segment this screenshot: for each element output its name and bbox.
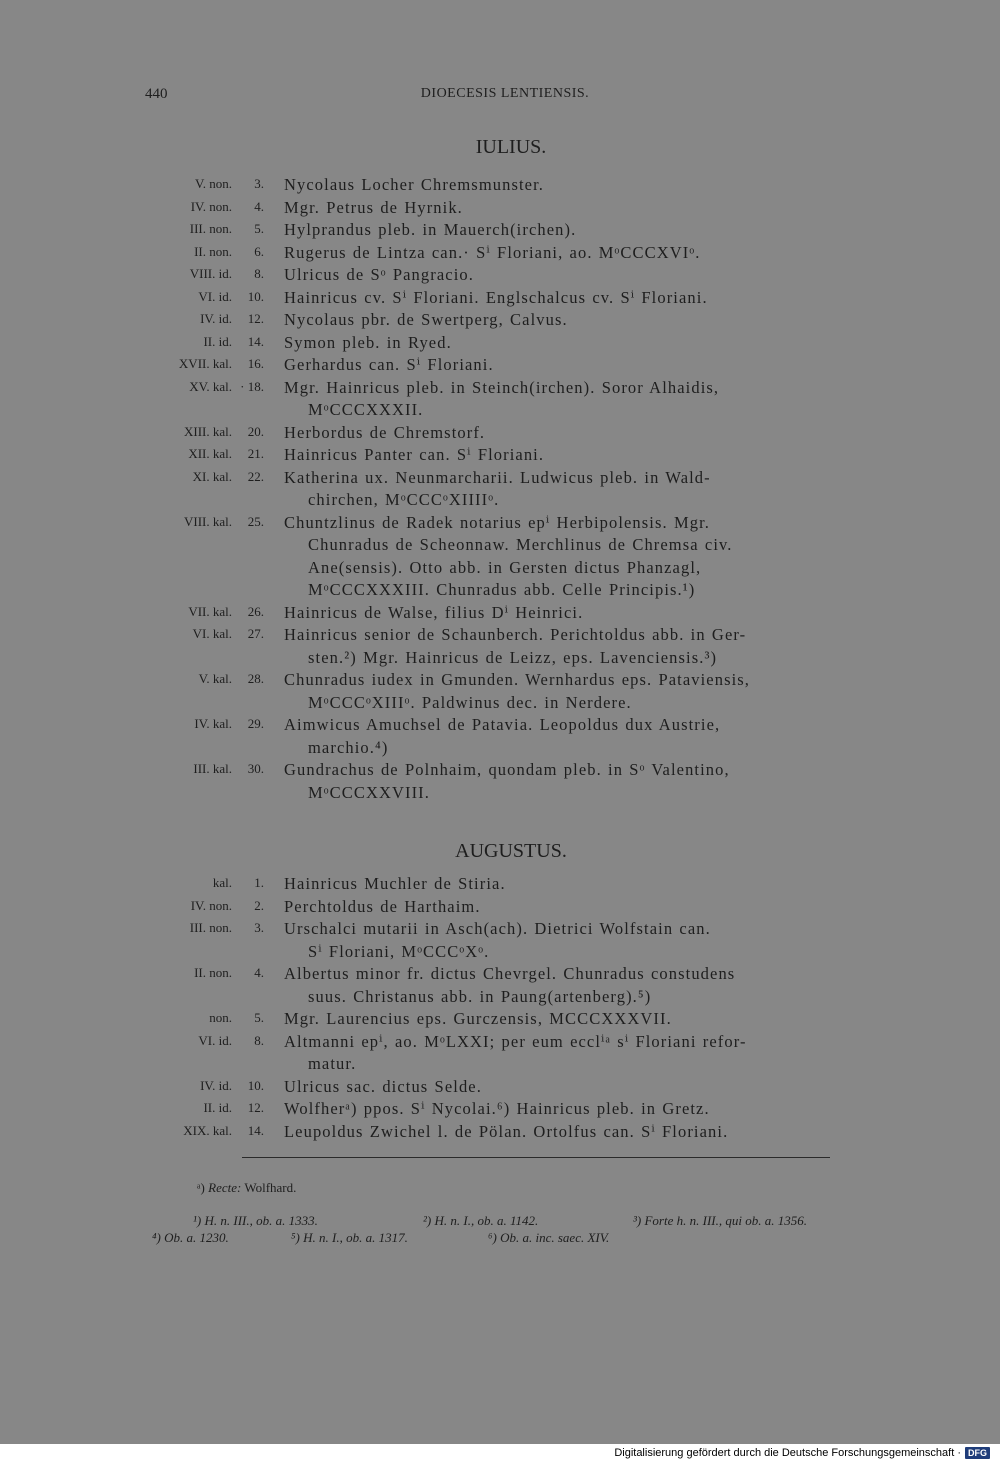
- entry-date: II. id.: [203, 333, 232, 349]
- entry-day: 16.: [247, 356, 264, 371]
- entry-text: [284, 1008, 876, 1031]
- entry-day: 10.: [247, 288, 264, 304]
- entry-date: non.: [209, 1010, 232, 1025]
- footnote-1: ¹) H. n. III., ob. a. 1333.: [193, 1213, 318, 1228]
- entry-line: Nycolaus Locher Chremsmunster.: [284, 175, 544, 194]
- entry-line: Mgr. Laurencius eps. Gurczensis, MCCCXXXVII.: [284, 1009, 672, 1028]
- entry-line: Hainricus Muchler de Stiria.: [284, 874, 506, 893]
- entry-day: 2.: [254, 897, 264, 913]
- entry-line: Urschalci mutarii in Asch(ach). Dietrici Wolfstain can.: [284, 919, 711, 938]
- entry-date: IV. non.: [190, 198, 232, 214]
- entry-day: 22.: [247, 468, 264, 484]
- entry-date: VI. id.: [198, 288, 232, 304]
- entry-text: [284, 963, 876, 1008]
- entry-line: Gerhardus can. Sⁱ Floriani.: [284, 355, 494, 374]
- running-title: DIOECESIS LENTIENSIS.: [420, 86, 590, 101]
- section-title: AUGUSTUS.: [455, 840, 567, 862]
- entry-date: VIII. kal.: [183, 513, 232, 529]
- footnote-a-mark: ᵃ): [197, 1180, 205, 1195]
- entry-date: XII. kal.: [188, 446, 232, 461]
- entry-day: 26.: [247, 603, 264, 619]
- entry-text: [284, 624, 876, 669]
- entry-text: [284, 377, 876, 422]
- entry-day: 3.: [254, 176, 264, 191]
- entry-line: Herbordus de Chremstorf.: [284, 422, 486, 442]
- entry-date: IV. id.: [200, 1077, 232, 1093]
- entry-line: Leupoldus Zwichel l. de Pölan. Ortolfus can. Sⁱ Floriani.: [284, 1121, 729, 1141]
- entry-date: II. id.: [203, 1100, 232, 1115]
- entry-line: Gundrachus de Polnhaim, quondam pleb. in Sᵒ Valentino,: [284, 760, 730, 779]
- entry-line: Katherina ux. Neunmarcharii. Ludwicus pleb. in Wald-: [284, 467, 711, 487]
- entry-text: [284, 1121, 876, 1144]
- entry-text: [284, 873, 876, 896]
- entry-date: XVII. kal.: [178, 356, 232, 371]
- entry-text: [284, 422, 876, 445]
- entry-text: [284, 1098, 876, 1121]
- footnote-5: ⁵) H. n. I., ob. a. 1317.: [291, 1230, 408, 1245]
- entry-date: VI. id.: [198, 1032, 232, 1048]
- entry-line: Nycolaus pbr. de Swertperg, Calvus.: [284, 310, 568, 329]
- entry-text: [284, 354, 876, 377]
- entry-text: [284, 512, 876, 602]
- page-number: 440: [145, 86, 168, 102]
- entry-day: 21.: [247, 446, 264, 461]
- digitization-footer: [614, 1447, 990, 1459]
- entry-line: Mgr. Hainricus pleb. in Steinch(irchen). Soror Alhaidis,: [284, 377, 720, 397]
- entry-continuation-line: marchio.⁴): [308, 737, 389, 757]
- entry-continuation-line: MᵒCCCᵒXIIIᵒ. Paldwinus dec. in Nerdere.: [308, 692, 632, 712]
- entry-line: Chuntzlinus de Radek notarius epⁱ Herbipolensis. Mgr.: [284, 512, 710, 532]
- entry-day: 30.: [247, 761, 264, 776]
- entry-text: [284, 1031, 876, 1076]
- entry-text: [284, 669, 876, 714]
- footer-text: Digitalisierung gefördert durch die Deutsche Forschungsgemeinschaft ·: [614, 1447, 961, 1459]
- entry-date: II. non.: [194, 243, 232, 259]
- entry-continuation-line: MᵒCCCXXVIII.: [308, 782, 430, 802]
- entry-text: [284, 332, 876, 355]
- entry-text: [284, 444, 876, 467]
- entry-day: 5.: [254, 1010, 264, 1025]
- entry-day: 3.: [254, 920, 264, 935]
- footnote-3: ³) Forte h. n. III., qui ob. a. 1356.: [633, 1213, 807, 1228]
- entry-line: Mgr. Petrus de Hyrnik.: [284, 197, 463, 217]
- entry-continuation-line: MᵒCCCXXXII.: [308, 400, 424, 419]
- entry-date: VIII. id.: [189, 266, 232, 281]
- entry-text: [284, 896, 876, 919]
- footnote-a-label: Recte:: [208, 1180, 242, 1195]
- entry-line: Albertus minor fr. dictus Chevrgel. Chunradus constudens: [284, 964, 736, 983]
- footnote-a-text: Wolfhard.: [244, 1180, 297, 1195]
- entry-date: II. non.: [194, 965, 232, 980]
- entry-line: Hainricus cv. Sⁱ Floriani. Englschalcus cv. Sⁱ Floriani.: [284, 287, 708, 307]
- entry-date: III. kal.: [193, 761, 232, 776]
- entry-date: III. non.: [189, 920, 232, 935]
- entry-date: III. non.: [189, 221, 232, 236]
- entry-continuation-line: chirchen, MᵒCCCᵒXIIIIᵒ.: [308, 490, 500, 509]
- entry-day: 8.: [254, 266, 264, 281]
- entry-continuation-line: sten.²) Mgr. Hainricus de Leizz, eps. Lavenciensis.³): [308, 647, 718, 667]
- entry-date: V. kal.: [198, 671, 232, 686]
- entry-date: VII. kal.: [188, 603, 232, 619]
- entry-continuation-line: Sⁱ Floriani, MᵒCCCᵒXᵒ.: [308, 941, 490, 961]
- entry-day: 1.: [254, 875, 264, 890]
- entry-date: IV. non.: [190, 897, 232, 913]
- entry-line: Perchtoldus de Harthaim.: [284, 896, 481, 916]
- footnote-2: ²) H. n. I., ob. a. 1142.: [423, 1213, 539, 1228]
- entry-continuation-line: Ane(sensis). Otto abb. in Gersten dictus Phanzagl,: [308, 557, 702, 577]
- entry-date: XI. kal.: [192, 468, 232, 484]
- entry-day: · 18.: [240, 378, 264, 394]
- entry-date: IV. id.: [200, 311, 232, 326]
- entry-line: Wolfherᵃ) ppos. Sⁱ Nycolai.⁶) Hainricus pleb. in Gretz.: [284, 1099, 710, 1118]
- entry-day: 28.: [247, 671, 264, 686]
- entry-date: XIII. kal.: [183, 423, 232, 439]
- footnote-a: [197, 1180, 296, 1196]
- entry-day: 12.: [247, 311, 264, 326]
- footnote-rule: [242, 1157, 830, 1158]
- entry-text: [284, 287, 876, 310]
- entry-day: 4.: [254, 965, 264, 980]
- entry-continuation-line: suus. Christanus abb. in Paung(artenberg).⁵): [308, 986, 652, 1006]
- entry-date: VI. kal.: [192, 626, 232, 641]
- entry-day: 25.: [247, 513, 264, 529]
- entry-continuation-line: matur.: [308, 1054, 357, 1073]
- entry-day: 6.: [254, 243, 264, 259]
- entry-day: 5.: [254, 221, 264, 236]
- section-title: IULIUS.: [475, 136, 547, 158]
- entry-day: 14.: [247, 333, 264, 349]
- entry-text: [284, 467, 876, 512]
- entry-text: [284, 1076, 876, 1099]
- entry-day: 20.: [247, 423, 264, 439]
- entry-text: [284, 264, 876, 287]
- entry-text: [284, 759, 876, 804]
- entry-day: 14.: [247, 1122, 264, 1138]
- entry-line: Aimwicus Amuchsel de Patavia. Leopoldus dux Austrie,: [284, 715, 721, 734]
- entry-line: Ulricus sac. dictus Selde.: [284, 1076, 482, 1096]
- entry-date: XIX. kal.: [183, 1122, 232, 1138]
- entry-date: kal.: [212, 875, 232, 890]
- entry-date: IV. kal.: [194, 716, 232, 731]
- footnote-4: ⁴) Ob. a. 1230.: [152, 1230, 229, 1245]
- entry-line: Altmanni epⁱ, ao. MᵒLXXI; per eum ecclⁱᵃ sⁱ Floriani refor-: [284, 1031, 747, 1051]
- entry-text: [284, 174, 876, 197]
- entry-line: Hylprandus pleb. in Mauerch(irchen).: [284, 220, 577, 239]
- entry-line: Ulricus de Sᵒ Pangracio.: [284, 265, 474, 284]
- entry-continuation-line: MᵒCCCXXXIII. Chunradus abb. Celle Principis.¹): [308, 580, 696, 599]
- entry-day: 10.: [247, 1077, 264, 1093]
- entry-line: Hainricus senior de Schaunberch. Perichtoldus abb. in Ger-: [284, 625, 747, 644]
- entry-day: 27.: [247, 626, 264, 641]
- dfg-logo: DFG: [965, 1447, 990, 1459]
- entry-day: 4.: [254, 198, 264, 214]
- entry-continuation-line: Chunradus de Scheonnaw. Merchlinus de Chremsa civ.: [308, 535, 733, 554]
- entry-line: Rugerus de Lintza can.· Sⁱ Floriani, ao. MᵒCCCXVIᵒ.: [284, 242, 701, 262]
- entry-text: [284, 309, 876, 332]
- entry-line: Hainricus Panter can. Sⁱ Floriani.: [284, 445, 545, 464]
- footnote-6: ⁶) Ob. a. inc. saec. XIV.: [488, 1230, 610, 1245]
- entry-line: Chunradus iudex in Gmunden. Wernhardus eps. Pataviensis,: [284, 670, 751, 689]
- entry-day: 12.: [247, 1100, 264, 1115]
- entry-day: 8.: [254, 1032, 264, 1048]
- entry-text: [284, 197, 876, 220]
- entry-day: 29.: [247, 716, 264, 731]
- entry-text: [284, 918, 876, 963]
- entry-date: XV. kal.: [189, 378, 232, 394]
- entry-text: [284, 602, 876, 625]
- entry-date: V. non.: [195, 176, 232, 191]
- entry-text: [284, 714, 876, 759]
- entry-line: Symon pleb. in Ryed.: [284, 332, 452, 352]
- entry-line: Hainricus de Walse, filius Dⁱ Heinrici.: [284, 602, 584, 622]
- entry-text: [284, 219, 876, 242]
- entry-text: [284, 242, 876, 265]
